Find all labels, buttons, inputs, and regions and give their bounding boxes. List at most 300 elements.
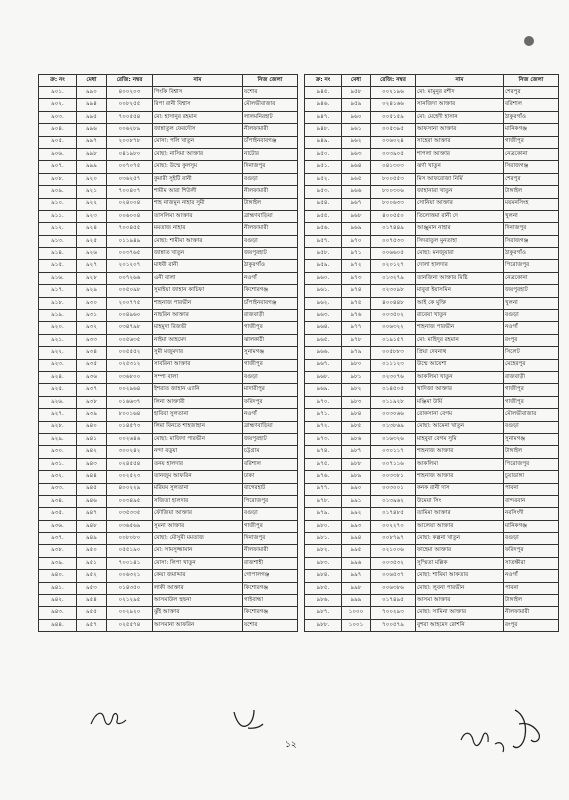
district-cell: টাঙ্গাইল bbox=[243, 198, 298, 210]
reg-no-cell: ২০১২০৭ bbox=[107, 260, 153, 272]
table-row bbox=[39, 433, 298, 445]
district-cell: ঢাকা bbox=[243, 471, 298, 483]
district-cell: ফরিদপুর bbox=[243, 396, 298, 408]
name-cell: শাহনাজ আক্তার bbox=[416, 446, 504, 458]
serial-cell: ৯৩৫. bbox=[39, 508, 77, 520]
name-cell: মোছা: লুবনা পারভীন bbox=[416, 582, 504, 594]
district-cell: টাঙ্গাইল bbox=[504, 595, 559, 607]
district-cell: নওগাঁ bbox=[243, 409, 298, 421]
signature-1 bbox=[88, 706, 128, 732]
merit-cell: ৯৩৪ bbox=[77, 347, 107, 359]
district-cell: নওগাঁ bbox=[504, 322, 559, 334]
table-row bbox=[39, 272, 298, 284]
serial-cell: ৯২৫. bbox=[39, 384, 77, 396]
reg-no-cell: ০০৫৮৮৩ bbox=[371, 347, 416, 359]
reg-no-cell: ০১১৯৪৯ bbox=[107, 235, 153, 247]
name-cell: মোছা: আমেনা খাতুন bbox=[416, 421, 504, 433]
reg-no-cell: ০০৩৫০২ bbox=[371, 310, 416, 322]
table-row bbox=[39, 136, 298, 148]
district-cell: গোপালগঞ্জ bbox=[243, 570, 298, 582]
district-cell: রংপুর bbox=[504, 619, 559, 631]
serial-cell: ৯৭০. bbox=[305, 396, 342, 408]
district-cell: বগুড়া bbox=[243, 371, 298, 383]
serial-cell: ৯৮২. bbox=[305, 545, 342, 557]
table-header-row bbox=[39, 75, 298, 87]
name-cell: মোছা: মৌসুমী মমতাজ bbox=[153, 533, 243, 545]
table-row bbox=[39, 334, 298, 346]
table-row bbox=[39, 186, 298, 198]
table-row bbox=[39, 458, 298, 470]
reg-no-cell: ০১৪৫০৫ bbox=[371, 384, 416, 396]
name-cell: মোছা: সামিনা আক্তার bbox=[416, 607, 504, 619]
district-cell: ফরিদপুর bbox=[504, 545, 559, 557]
reg-no-cell: ০২৫৫৭৪ bbox=[107, 619, 153, 631]
table-row bbox=[305, 161, 559, 173]
table-row bbox=[39, 520, 298, 532]
reg-no-cell: ৭০০৪৫৫ bbox=[107, 223, 153, 235]
table-row bbox=[39, 384, 298, 396]
reg-no-cell: ০০৩৫৩২ bbox=[371, 557, 416, 569]
page-number: ১২ bbox=[285, 740, 297, 750]
reg-no-cell: ০০৭৫৩৩ bbox=[371, 235, 416, 247]
table-row bbox=[305, 570, 559, 582]
reg-no-cell: ০০২৬৪৬ bbox=[107, 433, 153, 445]
merit-cell: ৯৬৬ bbox=[342, 186, 371, 198]
merit-cell: ৯৬৪ bbox=[342, 161, 371, 173]
name-cell: সজিতা হালদার bbox=[153, 495, 243, 507]
signature-2 bbox=[230, 706, 266, 732]
merit-list-table-right bbox=[304, 74, 559, 632]
name-cell: মোছা: নাসিমা আক্তার bbox=[153, 148, 243, 160]
table-row bbox=[39, 173, 298, 185]
district-cell: নাটোর bbox=[243, 148, 298, 160]
merit-cell: ৯৯০ bbox=[77, 87, 107, 99]
table-row bbox=[305, 173, 559, 185]
serial-cell: ৯৬৫. bbox=[305, 334, 342, 346]
district-cell: সাতক্ষীরা bbox=[504, 557, 559, 569]
merit-cell: ৯৫৭ bbox=[77, 619, 107, 631]
table-row bbox=[39, 310, 298, 322]
serial-cell: ৯৫১. bbox=[305, 161, 342, 173]
reg-no-cell: ০০৩৩৮১ bbox=[371, 471, 416, 483]
district-cell: জয়পুরহাট bbox=[504, 285, 559, 297]
reg-no-cell: ০২০১২৭ bbox=[371, 260, 416, 272]
merit-cell: ৯৫৯ bbox=[342, 99, 371, 111]
serial-cell: ৯৭৩. bbox=[305, 433, 342, 445]
table-row bbox=[305, 148, 559, 160]
name-cell: লাকী আক্তার bbox=[153, 582, 243, 594]
serial-cell: ৯৭৬. bbox=[305, 471, 342, 483]
table-row bbox=[305, 483, 559, 495]
district-cell: দিনাজপুর bbox=[243, 161, 298, 173]
table-row bbox=[305, 396, 559, 408]
reg-no-cell: ০১৩৯৬২ bbox=[371, 495, 416, 507]
serial-cell: ৯১৮. bbox=[39, 297, 77, 309]
table-row bbox=[39, 371, 298, 383]
reg-no-cell: ০৩৪৭৯৮ bbox=[107, 322, 153, 334]
district-cell: নীলফামারী bbox=[504, 607, 559, 619]
reg-no-cell: ০১৪৩৫০ bbox=[107, 582, 153, 594]
serial-cell: ৯০১. bbox=[39, 87, 77, 99]
header-serial: ক্র: নং bbox=[39, 75, 77, 87]
reg-no-cell: ০১৬৩২৬ bbox=[371, 433, 416, 445]
name-cell: সম্পা বালা bbox=[153, 371, 243, 383]
merit-cell: ৯৩০ bbox=[77, 297, 107, 309]
serial-cell: ৯৬৩. bbox=[305, 310, 342, 322]
name-cell: সাহেরা আক্তার bbox=[416, 136, 504, 148]
reg-no-cell: ০১৬৬৩৭ bbox=[107, 396, 153, 408]
table-row bbox=[39, 297, 298, 309]
table-row bbox=[39, 495, 298, 507]
serial-cell: ৯৬৬. bbox=[305, 347, 342, 359]
reg-no-cell: ২০০৭৭৫ bbox=[107, 297, 153, 309]
serial-cell: ৯০৭. bbox=[39, 161, 77, 173]
merit-cell: ৯৪৩ bbox=[77, 458, 107, 470]
name-cell: মো: সামসুজ্জামান bbox=[153, 545, 243, 557]
merit-cell: ৯৭১ bbox=[342, 248, 371, 260]
reg-no-cell: ০০৬৩২২ bbox=[371, 322, 416, 334]
table-row bbox=[39, 322, 298, 334]
merit-cell: ৯৪৫ bbox=[77, 483, 107, 495]
name-cell: শাহনাজ পারভীন bbox=[153, 297, 243, 309]
serial-cell: ৯০২. bbox=[39, 99, 77, 111]
reg-no-cell: ০৩০১১৭ bbox=[371, 446, 416, 458]
serial-cell: ৯৮৪. bbox=[305, 570, 342, 582]
reg-no-cell: ০০২২৭০ bbox=[371, 520, 416, 532]
district-cell: টাঙ্গাইল bbox=[504, 446, 559, 458]
reg-no-cell: ০১১১২৩ bbox=[371, 359, 416, 371]
merit-cell: ৯৭৮ bbox=[342, 334, 371, 346]
merit-cell: ৯৪৪ bbox=[77, 471, 107, 483]
punch-hole-mark bbox=[524, 36, 534, 46]
name-cell: রিপা রানী বিশ্বাস bbox=[153, 99, 243, 111]
table-row bbox=[305, 446, 559, 458]
serial-cell: ৯৩৯. bbox=[39, 557, 77, 569]
merit-cell: ৯২৬ bbox=[77, 248, 107, 260]
merit-cell: ৯৬৮ bbox=[342, 210, 371, 222]
table-row bbox=[305, 433, 559, 445]
reg-no-cell: ৮০০৩০৬ bbox=[371, 186, 416, 198]
district-cell: বরিশাল bbox=[504, 99, 559, 111]
reg-no-cell: ০০৮০৮০ bbox=[107, 533, 153, 545]
name-cell: শাহনাজ পারভীন bbox=[416, 322, 504, 334]
serial-cell: ৯৪৩. bbox=[39, 607, 77, 619]
serial-cell: ৯৪৬. bbox=[305, 99, 342, 111]
serial-cell: ৯১৬. bbox=[39, 272, 77, 284]
merit-cell: ৯৪৯ bbox=[77, 533, 107, 545]
reg-no-cell: ০২৪১৬৬ bbox=[371, 99, 416, 111]
reg-no-cell: ০০৭১১৬ bbox=[371, 458, 416, 470]
table-row bbox=[305, 322, 559, 334]
reg-no-cell: ০০২৯২০ bbox=[107, 607, 153, 619]
merit-cell: ৯৮৬ bbox=[342, 433, 371, 445]
name-cell: মরিয়ম সুলতানা bbox=[153, 483, 243, 495]
serial-cell: ৯১১. bbox=[39, 210, 77, 222]
reg-no-cell: ০২৫৩১২ bbox=[107, 359, 153, 371]
merit-cell: ৯৮০ bbox=[342, 359, 371, 371]
district-cell: পাবনা bbox=[504, 582, 559, 594]
table-row bbox=[39, 87, 298, 99]
district-cell: নেত্রকোনা bbox=[504, 272, 559, 284]
merit-list-table-left bbox=[38, 74, 298, 632]
name-cell: সোনিয়া আক্তার bbox=[416, 198, 504, 210]
name-cell: এনী বালা bbox=[153, 272, 243, 284]
serial-cell: ৯২১. bbox=[39, 334, 77, 346]
district-cell: নীলফামারী bbox=[243, 124, 298, 136]
merit-cell: ৯৯৯ bbox=[342, 595, 371, 607]
table-row bbox=[305, 533, 559, 545]
merit-cell: ৯২২ bbox=[77, 198, 107, 210]
name-cell: সুস্মিতা মল্লিক bbox=[416, 557, 504, 569]
table-row bbox=[39, 148, 298, 160]
district-cell: খুলনা bbox=[504, 210, 559, 222]
table-row bbox=[39, 248, 298, 260]
name-cell: লিমা বিনতে শাহজাহান bbox=[153, 421, 243, 433]
district-cell: শেরপুর bbox=[504, 173, 559, 185]
district-cell: গাজীপুর bbox=[243, 520, 298, 532]
district-cell: নেত্রকোনা bbox=[504, 148, 559, 160]
merit-cell: ৯৩২ bbox=[77, 322, 107, 334]
table-row bbox=[305, 557, 559, 569]
serial-cell: ৯৮৬. bbox=[305, 595, 342, 607]
district-cell: গাজীপুর bbox=[243, 359, 298, 371]
district-cell: নরসিংদী bbox=[504, 508, 559, 520]
serial-cell: ৯২৩. bbox=[39, 359, 77, 371]
reg-no-cell: ০০৫০৯৮ bbox=[107, 285, 153, 297]
district-cell: নওগাঁ bbox=[243, 272, 298, 284]
district-cell: ঝালকাঠী bbox=[243, 334, 298, 346]
reg-no-cell: ৭০০৪০৭ bbox=[107, 186, 153, 198]
name-cell: রাবেয়া খাতুন bbox=[416, 310, 504, 322]
name-cell: মোছা: মাজিদা পারভীন bbox=[153, 433, 243, 445]
merit-cell: ৯৩১ bbox=[77, 310, 107, 322]
district-cell: শেরপুর bbox=[504, 87, 559, 99]
merit-cell: ৯৮১ bbox=[342, 371, 371, 383]
table-row bbox=[39, 223, 298, 235]
merit-cell: ৯৯২ bbox=[342, 508, 371, 520]
table-row bbox=[305, 186, 559, 198]
reg-no-cell: ০০৬৬০৫ bbox=[371, 248, 416, 260]
merit-cell: ৯২৫ bbox=[77, 235, 107, 247]
merit-cell: ৯৪১ bbox=[77, 433, 107, 445]
table-row bbox=[305, 495, 559, 507]
name-cell: মাবুবা ইয়াসমিন bbox=[416, 285, 504, 297]
header-reg-no: রেজি: নম্বর bbox=[371, 75, 416, 87]
district-cell: পিরোজপুর bbox=[243, 495, 298, 507]
name-cell: শাহ নাজমুন নাহার সুমী bbox=[153, 198, 243, 210]
table-row bbox=[39, 235, 298, 247]
table-row bbox=[305, 124, 559, 136]
name-cell: হাবিবা সুলতানা bbox=[153, 409, 243, 421]
district-cell: পাবনা bbox=[504, 483, 559, 495]
table-row bbox=[39, 508, 298, 520]
reg-no-cell: ০২৪৫৫৪ bbox=[107, 458, 153, 470]
header-district: নিজ জেলা bbox=[243, 75, 298, 87]
serial-cell: ৯৮১. bbox=[305, 533, 342, 545]
merit-cell: ৯৬০ bbox=[342, 111, 371, 123]
district-cell: দিনাজপুর bbox=[504, 223, 559, 235]
serial-cell: ৯৩৬. bbox=[39, 520, 77, 532]
serial-cell: ৯৪৫. bbox=[305, 87, 342, 99]
table-row bbox=[305, 458, 559, 470]
merit-cell: ৯৫৫ bbox=[77, 607, 107, 619]
header-name: নাম bbox=[416, 75, 504, 87]
table-row bbox=[305, 471, 559, 483]
reg-no-cell: ০১৩৮৬৯ bbox=[371, 421, 416, 433]
merit-cell: ৯৮৮ bbox=[342, 458, 371, 470]
table-row bbox=[39, 483, 298, 495]
district-cell: নীলফামারী bbox=[243, 223, 298, 235]
reg-no-cell: ০০৫১৫৯ bbox=[371, 111, 416, 123]
name-cell: শামীম আরা শিউলী bbox=[153, 186, 243, 198]
serial-cell: ৯৩৩. bbox=[39, 483, 77, 495]
reg-no-cell: ০০৩৭৬৫ bbox=[107, 248, 153, 260]
merit-cell: ৯৩৭ bbox=[77, 384, 107, 396]
reg-no-cell: ০০২৯৬৪ bbox=[107, 384, 153, 396]
name-cell: বুশরা আহমেদ রোশনি bbox=[416, 619, 504, 631]
header-reg-no: রেজি: নম্বর bbox=[107, 75, 153, 87]
table-row bbox=[305, 595, 559, 607]
name-cell: আসমানা আফরিন bbox=[153, 619, 243, 631]
serial-cell: ৯৬৮. bbox=[305, 371, 342, 383]
merit-cell: ৯২৭ bbox=[77, 260, 107, 272]
merit-cell: ৯৯৯ bbox=[77, 161, 107, 173]
name-cell: জান্নাতুল ফেরদৌস bbox=[153, 124, 243, 136]
serial-cell: ৯৩৭. bbox=[39, 533, 77, 545]
serial-cell: ৯৭৮. bbox=[305, 495, 342, 507]
name-cell: শাপলা আক্তার bbox=[416, 148, 504, 160]
reg-no-cell: ০০৬৩২১ bbox=[107, 570, 153, 582]
merit-cell: ৯৮৩ bbox=[342, 396, 371, 408]
reg-no-cell: ০২৪০০৪ bbox=[107, 198, 153, 210]
serial-cell: ৯৭৪. bbox=[305, 446, 342, 458]
name-cell: সুমনা আক্তার bbox=[153, 520, 243, 532]
name-cell: মোছা: মনজুয়ারা bbox=[416, 248, 504, 260]
serial-cell: ৯৬০. bbox=[305, 272, 342, 284]
serial-cell: ৯৫৭. bbox=[305, 235, 342, 247]
name-cell: মোছা: কল্পনা খাতুন bbox=[416, 533, 504, 545]
name-cell: সুমী মজুমদার bbox=[153, 347, 243, 359]
table-row bbox=[305, 520, 559, 532]
name-cell: আকলিমা bbox=[416, 458, 504, 470]
table-row bbox=[305, 285, 559, 297]
name-cell: খাদিজা আক্তার bbox=[416, 384, 504, 396]
reg-no-cell: ০২৩০৭৬ bbox=[371, 371, 416, 383]
table-row bbox=[39, 619, 298, 631]
merit-cell: ৯৯৩ bbox=[342, 520, 371, 532]
serial-cell: ৯৫৪. bbox=[305, 198, 342, 210]
district-cell: বগুড়া bbox=[504, 533, 559, 545]
merit-cell: ৯২৩ bbox=[77, 210, 107, 222]
table-row bbox=[305, 223, 559, 235]
table-row bbox=[305, 582, 559, 594]
table-row bbox=[39, 421, 298, 433]
table-row bbox=[305, 334, 559, 346]
reg-no-cell: ০৪১৯৮০ bbox=[107, 148, 153, 160]
merit-cell: ৯৭৩ bbox=[342, 272, 371, 284]
name-cell: আসমাউল হুছনা bbox=[153, 595, 243, 607]
name-cell: উম্মে আয়েশা bbox=[416, 359, 504, 371]
name-cell: মো: মেহেদী হাসান bbox=[416, 111, 504, 123]
district-cell: ব্রাহ্মণবাড়িয়া bbox=[243, 210, 298, 222]
table-row bbox=[305, 210, 559, 222]
district-cell: টাঙ্গাইল bbox=[504, 186, 559, 198]
merit-cell: ৯৬৩ bbox=[342, 148, 371, 160]
name-cell: তামিমা আক্তার bbox=[416, 508, 504, 520]
merit-cell: ৯৩৫ bbox=[77, 359, 107, 371]
reg-no-cell: ০০৬০২৪ bbox=[371, 136, 416, 148]
table-row bbox=[305, 111, 559, 123]
merit-cell: ১০০১ bbox=[342, 619, 371, 631]
merit-cell: ৯৬৯ bbox=[342, 223, 371, 235]
serial-cell: ৯৪০. bbox=[39, 570, 77, 582]
district-cell: যশোর bbox=[243, 87, 298, 99]
merit-cell: ৯৮৭ bbox=[342, 446, 371, 458]
district-cell: গাইবান্ধা bbox=[243, 595, 298, 607]
reg-no-cell: ০১৪৫৭৩ bbox=[107, 421, 153, 433]
name-cell: কেয়া জমাদ্দার bbox=[153, 570, 243, 582]
reg-no-cell: ০২৩০৯৮ bbox=[371, 285, 416, 297]
serial-cell: ৯০৩. bbox=[39, 111, 77, 123]
name-cell: তনয় হালদার bbox=[153, 458, 243, 470]
table-header-row bbox=[305, 75, 559, 87]
reg-no-cell: ৪০০২০৩ bbox=[107, 87, 153, 99]
merit-cell: ৯৬১ bbox=[342, 124, 371, 136]
district-cell: রাজবাড়ী bbox=[504, 371, 559, 383]
reg-no-cell: ০০২৫২৩ bbox=[107, 471, 153, 483]
merit-cell: ৯২১ bbox=[77, 186, 107, 198]
serial-cell: ৯৩০. bbox=[39, 446, 77, 458]
serial-cell: ৯২৭. bbox=[39, 409, 77, 421]
reg-no-cell: ০১৩২৭৯ bbox=[371, 272, 416, 284]
name-cell: আফসানা আক্তার bbox=[416, 124, 504, 136]
serial-cell: ৯৮৫. bbox=[305, 582, 342, 594]
serial-cell: ৯৮৭. bbox=[305, 607, 342, 619]
name-cell: মোছা: উম্মে কুলসুম bbox=[153, 161, 243, 173]
name-cell: কনক রানী দাস bbox=[416, 483, 504, 495]
name-cell: নাইমা আহমেদ bbox=[153, 334, 243, 346]
reg-no-cell: ৮০০৬৩৩ bbox=[371, 198, 416, 210]
reg-no-cell: ০০২১৯৬ bbox=[371, 87, 416, 99]
serial-cell: ৯১৩. bbox=[39, 235, 77, 247]
table-row bbox=[305, 260, 559, 272]
table-row bbox=[305, 545, 559, 557]
name-cell: জাহানারা খাতুন bbox=[416, 186, 504, 198]
name-cell: আঞ্জুমান নাহার bbox=[416, 223, 504, 235]
reg-no-cell: ৪০০২২৯ bbox=[107, 483, 153, 495]
reg-no-cell: ৪০০৫৫০ bbox=[371, 210, 416, 222]
reg-no-cell: ০০৭২৬৬ bbox=[107, 272, 153, 284]
reg-no-cell: ০০৩৯০৫ bbox=[371, 148, 416, 160]
table-row bbox=[39, 210, 298, 222]
merit-cell: ৯৩৩ bbox=[77, 334, 107, 346]
reg-no-cell: ০০৬৫৩৭ bbox=[371, 570, 416, 582]
merit-cell: ৯৯৬ bbox=[77, 124, 107, 136]
serial-cell: ৯৬২. bbox=[305, 297, 342, 309]
district-cell: নীলফামারী bbox=[243, 545, 298, 557]
merit-cell: ৯৫১ bbox=[77, 557, 107, 569]
table-row bbox=[39, 260, 298, 272]
table-row bbox=[305, 310, 559, 322]
name-cell: পিংকি বিশ্বাস bbox=[153, 87, 243, 99]
district-cell: বগুড়া bbox=[243, 508, 298, 520]
header-name: নাম bbox=[153, 75, 243, 87]
table-row bbox=[39, 545, 298, 557]
merit-cell: ৯৯১ bbox=[342, 495, 371, 507]
serial-cell: ৯১৭. bbox=[39, 285, 77, 297]
merit-cell: ৯৯৬ bbox=[342, 557, 371, 569]
merit-cell: ৯৯৮ bbox=[342, 582, 371, 594]
